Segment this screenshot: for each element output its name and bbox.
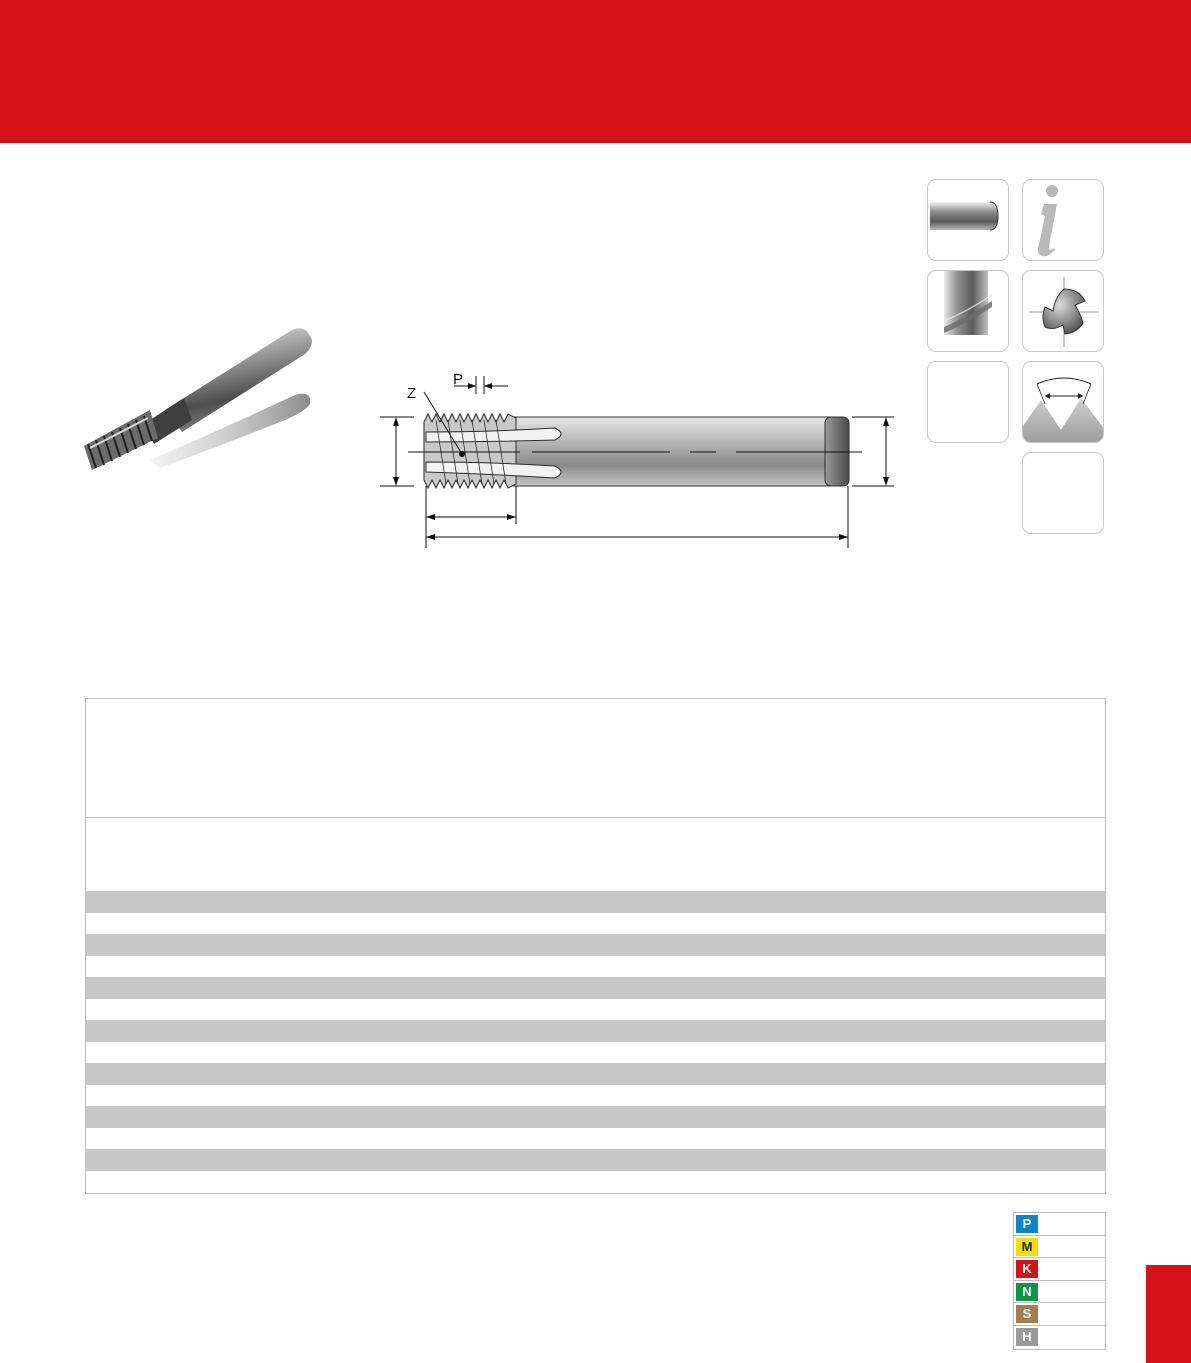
iso-row-s bbox=[1014, 1303, 1105, 1326]
table-row bbox=[86, 999, 1105, 1021]
table-row bbox=[86, 934, 1105, 956]
table-row bbox=[86, 956, 1105, 978]
iso-badge-n: N bbox=[1016, 1283, 1038, 1301]
side-tab bbox=[1146, 1265, 1191, 1363]
iso-badge-s: S bbox=[1016, 1305, 1038, 1323]
iso-row-k bbox=[1014, 1258, 1105, 1281]
table-row bbox=[86, 913, 1105, 935]
table-row bbox=[86, 891, 1105, 913]
cylindrical-shank-icon bbox=[927, 179, 1009, 261]
table-row bbox=[86, 1149, 1105, 1171]
table-row bbox=[86, 1042, 1105, 1064]
table-row bbox=[86, 977, 1105, 999]
technical-drawing bbox=[370, 362, 910, 562]
iso-badge-m: M bbox=[1016, 1238, 1038, 1256]
label-z: Z bbox=[407, 385, 417, 402]
table-row bbox=[86, 1020, 1105, 1042]
iso-row-n bbox=[1014, 1281, 1105, 1304]
helix-shank-icon bbox=[927, 270, 1009, 352]
iso-badge-k: K bbox=[1016, 1260, 1038, 1278]
iso-row-h bbox=[1014, 1326, 1105, 1349]
table-row bbox=[86, 1063, 1105, 1085]
iso-row-m bbox=[1014, 1236, 1105, 1259]
table-row bbox=[86, 1106, 1105, 1128]
info-icon bbox=[1022, 179, 1104, 261]
three-flute-cross-section-icon bbox=[1022, 270, 1104, 352]
spec-table-subheader bbox=[86, 818, 1105, 891]
iso-badge-h: H bbox=[1016, 1328, 1038, 1346]
product-photo bbox=[80, 320, 315, 475]
spec-table-header bbox=[86, 699, 1105, 818]
thread-profile-angle-icon bbox=[1022, 361, 1104, 443]
iso-badge-p: P bbox=[1016, 1215, 1038, 1233]
blank-tile bbox=[1022, 452, 1104, 534]
header-band bbox=[0, 0, 1191, 143]
table-row bbox=[86, 1128, 1105, 1150]
spec-table bbox=[85, 698, 1106, 1194]
iso-material-table bbox=[1013, 1212, 1106, 1350]
label-p: P bbox=[453, 371, 464, 388]
table-row bbox=[86, 1085, 1105, 1107]
table-row bbox=[86, 1171, 1105, 1193]
iso-row-p bbox=[1014, 1213, 1105, 1236]
blank-tile bbox=[927, 361, 1009, 443]
